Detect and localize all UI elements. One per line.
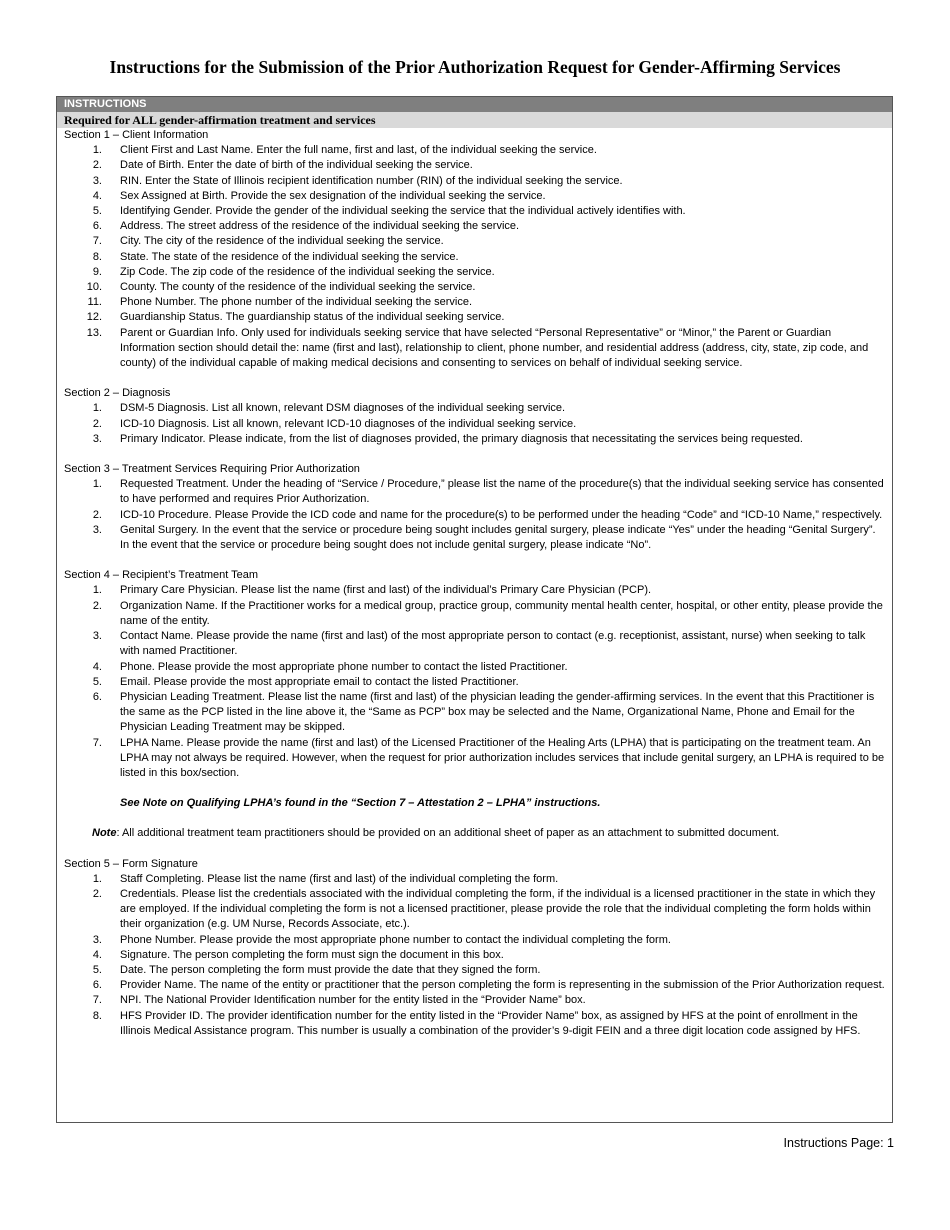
item-number: 1. [92,584,102,597]
item-text: LPHA Name. Please provide the name (first and last) of the Licensed Practitioner of the Healing Arts (LPHA) that is participating on the treatment team. An LPHA may not always be required. However, when the request for prior authorization includes services that include genital surgery, an LPHA is required to be listed in this box/section. [120,736,885,779]
item-text: Physician Leading Treatment. Please list the name (first and last) of the physician leading the gender-affirming services. In the event that this Practitioner is the same as the PCP listed in the line above it, the “Same as PCP” box may be selected and the Name, Organizational Name, Phone and Email for the Physician Leading Treatment may be skipped. [120,690,875,734]
item-number: 5. [92,205,102,218]
section-item-list [64,143,885,371]
item-text: City. The city of the residence of the individual seeking the service. [120,235,444,248]
list-item [64,933,885,948]
section-item-list [64,477,885,553]
item-text: County. The county of the residence of the individual seeking the service. [120,281,476,294]
list-item [64,599,885,629]
instructions-subheader: Required for ALL gender-affirmation treatment and services [57,112,892,128]
item-number: 1. [92,872,102,885]
item-text: Guardianship Status. The guardianship status of the individual seeking service. [120,311,505,324]
item-number: 9. [92,265,102,278]
section-title: Section 4 – Recipient’s Treatment Team [64,569,259,582]
list-item [64,417,885,432]
item-text: Sex Assigned at Birth. Provide the sex designation of the individual seeking the service. [120,189,546,202]
item-number: 7. [92,235,102,248]
list-item [64,660,885,675]
item-number: 2. [92,599,102,612]
item-number: 10. [86,281,102,294]
section-3 [64,462,885,553]
instructions-header: INSTRUCTIONS [57,97,892,112]
page-footer: Instructions Page: 1 [783,1136,894,1150]
item-number: 1. [92,144,102,157]
item-text: Phone Number. Please provide the most appropriate phone number to contact the individual completing the form. [120,933,671,946]
list-item [64,872,885,887]
section-4 [64,568,885,781]
item-number: 6. [92,979,102,992]
item-text: Organization Name. If the Practitioner works for a medical group, practice group, community mental health center, hospital, or other entity, please provide the name of the entity. [120,599,883,627]
section-item-list [64,872,885,1039]
see-note: See Note on Qualifying LPHA’s found in the “Section 7 – Attestation 2 – LPHA” instructions. [120,797,601,810]
item-text: Date of Birth. Enter the date of birth of the individual seeking the service. [120,159,473,172]
section-5 [64,857,885,1039]
list-item [64,583,885,598]
item-text: Contact Name. Please provide the name (first and last) of the most appropriate person to contact (e.g. receptionist, assistant, nurse) when seeking to talk with named Practitioner. [120,630,866,658]
list-item [64,978,885,993]
item-number: 8. [92,250,102,263]
instructions-content [57,128,892,1039]
item-number: 12. [86,311,102,324]
list-item [64,508,885,523]
note-label: Note [92,827,117,840]
item-text: Email. Please provide the most appropriate email to contact the listed Practitioner. [120,675,519,688]
list-item [64,326,885,372]
item-number: 5. [92,675,102,688]
item-number: 3. [92,174,102,187]
list-item [64,963,885,978]
section-title: Section 5 – Form Signature [64,857,198,870]
item-number: 2. [92,159,102,172]
item-number: 6. [92,690,102,703]
item-text: Genital Surgery. In the event that the service or procedure being sought includes genital surgery, please indicate “Yes” under the heading “Genital Surgery”. In the event that the service or procedure being sought does not include genital surgery, please indicate “No”. [120,523,876,552]
item-number: 3. [92,432,102,445]
item-number: 5. [92,963,102,976]
section-title: Section 3 – Treatment Services Requiring Prior Authorization [64,463,360,476]
list-item [64,295,885,310]
item-text: Signature. The person completing the form must sign the document in this box. [120,948,504,961]
item-text: Phone Number. The phone number of the individual seeking the service. [120,296,473,309]
item-number: 7. [92,994,102,1007]
item-number: 7. [92,736,102,749]
item-number: 4. [92,660,102,673]
item-text: Primary Indicator. Please indicate, from the list of diagnoses provided, the primary diagnosis that necessitating the services being requested. [120,432,803,445]
item-text: Zip Code. The zip code of the residence of the individual seeking the service. [120,265,495,278]
list-item [64,1009,885,1039]
list-item [64,629,885,659]
item-number: 8. [92,1009,102,1022]
list-item [64,477,885,507]
item-text: Primary Care Physician. Please list the name (first and last) of the individual’s Primary Care Physician (PCP). [120,584,652,597]
item-text: Parent or Guardian Info. Only used for individuals seeking service that have selected “Personal Representative” or “Minor,” the Parent or Guardian Information section should detail the: name (first and last), relationship to client, phone number, and residential address (address, city, state, zip code, and county) of the individual capable of making medical decisions and consenting to services on behalf of individual seeking service. [120,326,869,370]
list-item [64,736,885,782]
item-number: 3. [92,933,102,946]
item-number: 3. [92,523,102,536]
item-text: State. The state of the residence of the individual seeking the service. [120,250,459,263]
item-text: Date. The person completing the form must provide the date that they signed the form. [120,963,541,976]
list-item [64,174,885,189]
list-item [64,887,885,933]
note-line [64,826,885,841]
note-text: : All additional treatment team practitioners should be provided on an additional sheet of paper as an attachment to submitted document. [116,827,780,840]
item-text: Address. The street address of the residence of the individual seeking the service. [120,220,520,233]
item-text: Credentials. Please list the credentials associated with the individual completing the form, if the individual is a licensed practitioner in the state in which they are employed. If the individual completing the form is not a licensed practitioner, please provide the role that the individual completing the form holds within their organization (e.g. UM Nurse, Records Associate, etc.). [120,887,876,931]
item-text: Requested Treatment. Under the heading of “Service / Procedure,” please list the name of the procedure(s) that the individual seeking service has consented to have performed and requires Prior Authorization. [120,478,884,506]
item-number: 3. [92,630,102,643]
item-text: NPI. The National Provider Identification number for the entity listed in the “Provider Name” box. [120,994,586,1007]
list-item [64,234,885,249]
page-title: Instructions for the Submission of the Prior Authorization Request for Gender-Affirming Services [109,57,841,77]
list-item [64,143,885,158]
list-item [64,675,885,690]
list-item [64,250,885,265]
section-2 [64,386,885,447]
item-number: 2. [92,417,102,430]
section-1 [64,128,885,371]
item-number: 1. [92,478,102,491]
item-number: 4. [92,948,102,961]
item-text: Client First and Last Name. Enter the full name, first and last, of the individual seeking the service. [120,144,597,157]
list-item [64,690,885,736]
item-number: 2. [92,508,102,521]
list-item [64,948,885,963]
list-item [64,265,885,280]
item-number: 6. [92,220,102,233]
list-item [64,219,885,234]
section-title: Section 2 – Diagnosis [64,387,171,400]
list-item [64,993,885,1008]
item-number: 1. [92,402,102,415]
item-text: HFS Provider ID. The provider identification number for the entity listed in the “Provider Name” box, as assigned by HFS at the point of enrollment in the Illinois Medical Assistance program. This number is usually a combination of the provider’s 9-digit FEIN and a three digit location code assigned by HFS. [120,1009,861,1037]
item-number: 4. [92,189,102,202]
section-item-list [64,401,885,447]
item-text: Identifying Gender. Provide the gender of the individual seeking the service that the individual actively identifies with. [120,205,686,218]
instructions-box [56,96,893,1123]
item-text: RIN. Enter the State of Illinois recipient identification number (RIN) of the individual seeking the service. [120,174,623,187]
list-item [64,523,885,553]
item-text: DSM-5 Diagnosis. List all known, relevant DSM diagnoses of the individual seeking service. [120,402,566,415]
item-text: ICD-10 Procedure. Please Provide the ICD code and name for the procedure(s) to be performed under the heading “Code” and “ICD-10 Name,” respectively. [120,508,883,521]
list-item [64,189,885,204]
item-text: Staff Completing. Please list the name (first and last) of the individual completing the form. [120,872,559,885]
item-number: 2. [92,887,102,900]
item-text: Provider Name. The name of the entity or practitioner that the person completing the form is representing in the submission of the Prior Authorization request. [120,979,885,992]
list-item [64,204,885,219]
item-text: ICD-10 Diagnosis. List all known, relevant ICD-10 diagnoses of the individual seeking service. [120,417,577,430]
section-item-list [64,583,885,781]
section-title: Section 1 – Client Information [64,129,209,141]
list-item [64,158,885,173]
item-number: 11. [87,296,102,309]
list-item [64,432,885,447]
list-item [64,310,885,325]
list-item [64,401,885,416]
list-item [64,280,885,295]
item-text: Phone. Please provide the most appropriate phone number to contact the listed Practitioner. [120,660,568,673]
item-number: 13. [86,326,102,339]
